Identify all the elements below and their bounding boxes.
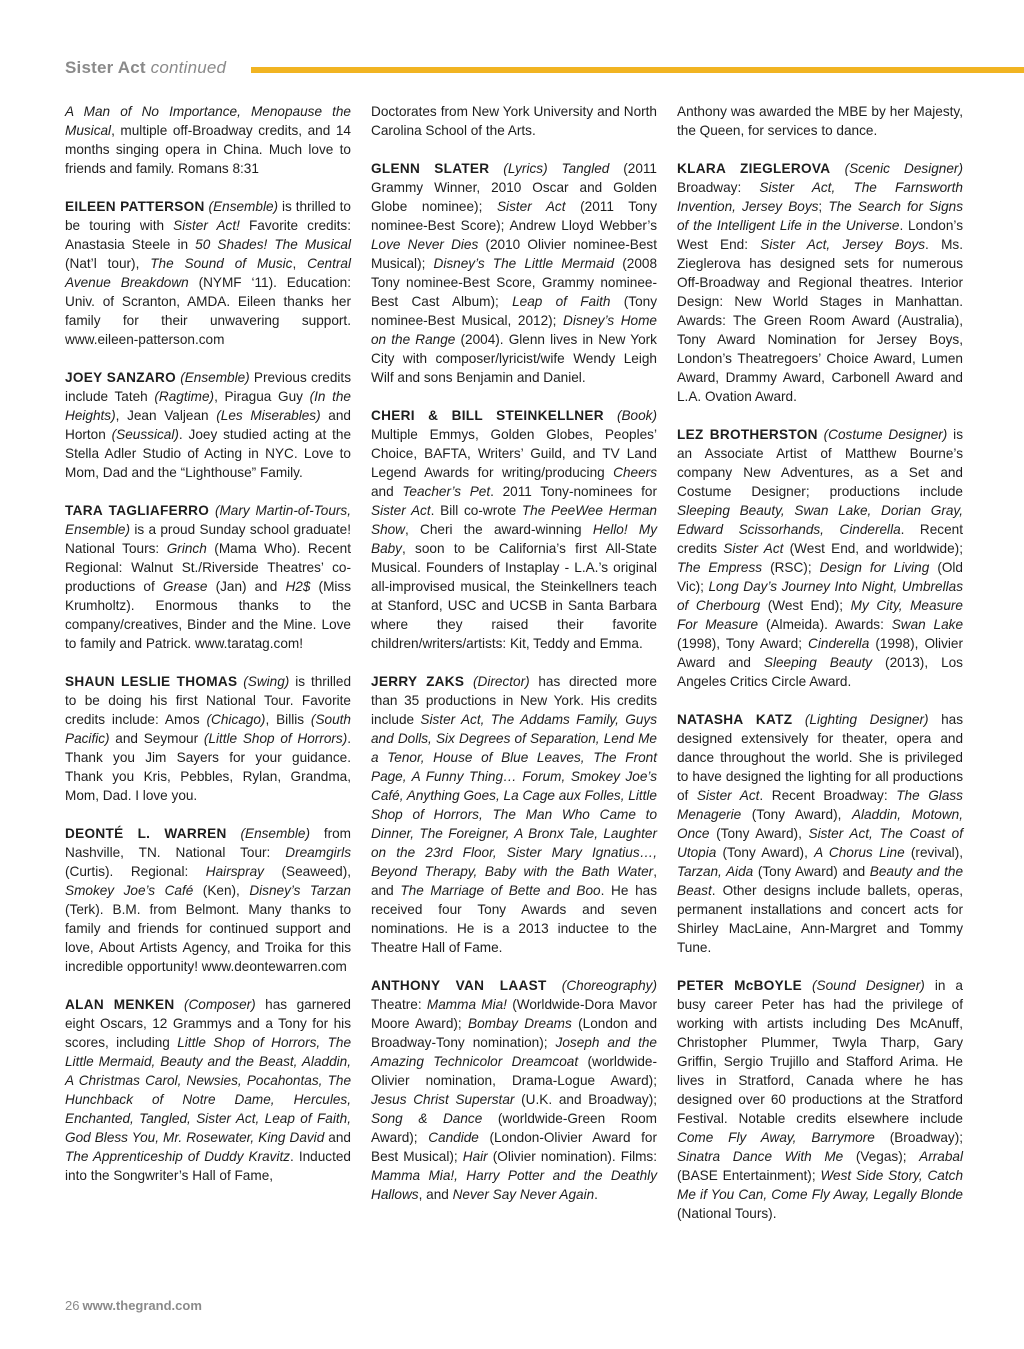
bio-lez-brotherston: LEZ BROTHERSTON (Costume Designer) is an Associate Artist of Matthew Bourne’s company New Adventures, as a Set and Costume Designer; productions include Sleeping Beauty, Swan Lake, Dorian Gray, Edward Scissorhands, Cinderella. Recent credits Sister Act (West End, and worldwide); The Empress (RSC); Design for Living (Old Vic); Long Day’s Journey Into Night, Umbrellas of Cherbourg (West End); My City, Measure For Measure (Almeida). Awards: Swan Lake (1998), Tony Award; Cinderella (1998), Olivier Award and Sleeping Beauty (2013), Los Angeles Critics Circle Award. xyxy=(677,427,964,689)
bio-name: ANTHONY VAN LAAST xyxy=(371,978,547,993)
bio-joey-sanzaro: JOEY SANZARO (Ensemble) Previous credits include Tateh (Ragtime), Piragua Guy (In the Heights), Jean Valjean (Les Miserables) and Horton (Seussical). Joey studied acting at the Stella Adler Studio of Acting in NYC. Love to Mom, Dad and the “Lighthouse” Family. xyxy=(65,370,351,480)
bio-role: (Costume Designer) xyxy=(823,427,948,442)
bio-paragraph: Anthony was awarded the MBE by her Majesty, the Queen, for services to dance. xyxy=(677,104,963,138)
running-title-main: Sister Act xyxy=(65,58,146,77)
bio-jerry-zaks: JERRY ZAKS (Director) has directed more than 35 productions in New York. His credits include Sister Act, The Addams Family, Guys and Dolls, Six Degrees of Separation, Lend Me a Tenor, House of Blue Leaves, The Front Page, A Funny Thing… Forum, Smokey Joe’s Café, Anything Goes, La Cage aux Folles, Little Shop of Horrors, The Man Who Came to Dinner, The Foreigner, A Bronx Tale, Laughter on the 23rd Floor, Sister Mary Ignatius…, Beyond Therapy, Baby with the Bath Water, and The Marriage of Bette and Boo. He has received four Tony Awards and seven nominations. He is a 2013 inductee to the Theatre Hall of Fame. xyxy=(371,674,657,955)
bio-name: DEONTÉ L. WARREN xyxy=(65,826,227,841)
bio-peter-mcboyle: PETER McBOYLE (Sound Designer) in a busy career Peter has had the privilege of working with artists including Des McAnuff, Christopher Plummer, Twyla Tharp, Gary Griffin, Sergio Trujillo and Stafford Arima. He lives in Stratford, Canada where he has designed over 60 productions at the Stratford Festival. Notable credits elsewhere include Come Fly Away, Barrymore (Broadway); Sinatra Dance With Me (Vegas); Arrabal (BASE Entertainment); West Side Story, Catch Me if You Can, Come Fly Away, Legally Blonde (National Tours). xyxy=(677,978,964,1221)
bio-role: (Ensemble) xyxy=(240,826,310,841)
bio-name: TARA TAGLIAFERRO xyxy=(65,503,210,518)
page-header xyxy=(65,56,1024,84)
bio-role: (Mary Martin-of-Tours, Ensemble) xyxy=(65,503,351,537)
bio-natasha-katz: NATASHA KATZ (Lighting Designer) has designed extensively for theater, opera and dance throughout the world. She is privileged to have designed the lighting for all productions of Sister Act. Recent Broadway: The Glass Menagerie (Tony Award), Aladdin, Motown, Once (Tony Award), Sister Act, The Coast of Utopia (Tony Award), A Chorus Line (revival), Tarzan, Aida (Tony Award) and Beauty and the Beast. Other designs include ballets, operas, permanent installations and concert acts for Shirley MacLaine, Ann-Margret and Tommy Tune. xyxy=(677,712,964,955)
column-3 xyxy=(677,102,963,1223)
page-footer xyxy=(65,1298,202,1313)
bio-role: (Book) xyxy=(616,408,657,423)
bio-name: JOEY SANZARO xyxy=(65,370,177,385)
bio-name: SHAUN LESLIE THOMAS xyxy=(65,674,238,689)
bio-role: (Ensemble) xyxy=(180,370,250,385)
bio-name: GLENN SLATER xyxy=(371,161,490,176)
bio-name: ALAN MENKEN xyxy=(65,997,175,1012)
bio-klara-zieglerova: KLARA ZIEGLEROVA (Scenic Designer) Broadway: Sister Act, The Farnsworth Invention, Jersey Boys; The Search for Signs of the Intelligent Life in the Universe. London’s West End: Sister Act, Jersey Boys. Ms. Zieglerova has designed sets for numerous Off-Broadway and Regional theatres. Interior Design: New World Stages in Manhattan. Awards: The Green Room Award (Australia), Tony Award Nomination for Jersey Boys, London’s Theatregoers’ Choice Award, Lumen Award, Drammy Award, Carbonell Award and L.A. Ovation Award. xyxy=(677,161,964,404)
bio-role: (Ensemble) xyxy=(208,199,279,214)
website-url: www.thegrand.com xyxy=(82,1298,202,1313)
running-title-continued: continued xyxy=(150,58,227,77)
bio-role: (Swing) xyxy=(243,674,290,689)
bio-role: (Lyrics) xyxy=(503,161,548,176)
bio-name: KLARA ZIEGLEROVA xyxy=(677,161,831,176)
running-title xyxy=(65,58,226,78)
bio-role: (Director) xyxy=(473,674,530,689)
bio-role: (Lighting Designer) xyxy=(804,712,929,727)
bio-role: (Scenic Designer) xyxy=(844,161,963,176)
bio-deonte-warren: DEONTÉ L. WARREN (Ensemble) from Nashville, TN. National Tour: Dreamgirls (Curtis). Regional: Hairspray (Seaweed), Smokey Joe’s Café (Ken), Disney’s Tarzan (Terk). B.M. from Belmont. Many thanks to family and friends for continued support and love, About Artists Agency, and Troika for this incredible opportunity! www.deontewarren.com xyxy=(65,826,352,974)
bio-name: JERRY ZAKS xyxy=(371,674,465,689)
bio-name: EILEEN PATTERSON xyxy=(65,199,205,214)
bio-alan-menken: ALAN MENKEN (Composer) has garnered eight Oscars, 12 Grammys and a Tony for his scores, including Little Shop of Horrors, The Little Mermaid, Beauty and the Beast, Aladdin, A Christmas Carol, Newsies, Pocahontas, The Hunchback of Notre Dame, Hercules, Enchanted, Tangled, Sister Act, Leap of Faith, God Bless You, Mr. Rosewater, King David and The Apprenticeship of Duddy Kravitz. Inducted into the Songwriter’s Hall of Fame, xyxy=(65,997,352,1183)
bio-anthony-van-laast: ANTHONY VAN LAAST (Choreography) Theatre: Mamma Mia! (Worldwide-Dora Mavor Moore Award); Bombay Dreams (London and Broadway-Tony nomination); Joseph and the Amazing Technicolor Dreamcoat (worldwide- Olivier nomination, Drama-Logue Award); Jesus Christ Superstar (U.K. and Broadway); Song & Dance (worldwide-Green Room Award); Candide (London-Olivier Award for Best Musical); Hair (Olivier nomination). Films: Mamma Mia!, Harry Potter and the Deathly Hallows, and Never Say Never Again. xyxy=(371,978,658,1202)
bio-name: PETER McBOYLE xyxy=(677,978,802,993)
bio-eileen-patterson: EILEEN PATTERSON (Ensemble) is thrilled to be touring with Sister Act! Favorite credits: Anastasia Steele in 50 Shades! The Musical (Nat’l tour), The Sound of Music, Central Avenue Breakdown (NYMF ‘11). Education: Univ. of Scranton, AMDA. Eileen thanks her family for their unwavering support. www.eileen-patterson.com xyxy=(65,199,351,347)
column-2 xyxy=(371,102,657,1204)
bio-paragraph: Doctorates from New York University and North Carolina School of the Arts. xyxy=(371,104,657,138)
bio-steinkellner: CHERI & BILL STEINKELLNER (Book) Multiple Emmys, Golden Globes, Peoples’ Choice, BAFTA, Writers’ Guild, and TV Land Legend Awards for writing/producing Cheers and Teacher’s Pet. 2011 Tony-nominees for Sister Act. Bill co-wrote The PeeWee Herman Show, Cheri the award-winning Hello! My Baby, soon to be California’s first All-State Musical. Founders of Instaplay - L.A.’s original all-improvised musical, the Steinkellners teach at Stanford, USC and UCSB in Santa Barbara where they raised their favorite children/writers/artists: Kit, Teddy and Emma. xyxy=(371,408,657,651)
bio-glenn-slater: GLENN SLATER (Lyrics) Tangled (2011 Grammy Winner, 2010 Oscar and Golden Globe nominee); Sister Act (2011 Tony nominee-Best Score); Andrew Lloyd Webber’s Love Never Dies (2010 Olivier nominee-Best Musical); Disney’s The Little Mermaid (2008 Tony nominee-Best Score, Grammy nominee-Best Cast Album); Leap of Faith (Tony nominee-Best Musical, 2012); Disney’s Home on the Range (2004). Glenn lives in New York City with composer/lyricist/wife Wendy Leigh Wilf and sons Benjamin and Daniel. xyxy=(371,161,658,385)
bio-tara-tagliaferro: TARA TAGLIAFERRO (Mary Martin-of-Tours, Ensemble) is a proud Sunday school graduate! National Tours: Grinch (Mama Who). Recent Regional: Walnut St./Riverside Theatres’ co-productions of Grease (Jan) and H2$ (Miss Krumholtz). Enormous thanks to the company/creatives, Binder and the Mine. Love to family and Patrick. www.taratag.com! xyxy=(65,503,352,651)
header-rule xyxy=(251,67,1024,73)
bio-name: NATASHA KATZ xyxy=(677,712,793,727)
bio-role: (Choreography) xyxy=(561,978,657,993)
bio-shaun-leslie-thomas: SHAUN LESLIE THOMAS (Swing) is thrilled to be doing his first National Tour. Favorite credits include: Amos (Chicago), Billis (South Pacific) and Seymour (Little Shop of Horrors). Thank you Jim Sayers for your guidance. Thank you Kris, Pebbles, Rylan, Grandma, Mom, Dad. I love you. xyxy=(65,674,352,803)
page-number: 26 xyxy=(65,1298,80,1313)
bio-name: LEZ BROTHERSTON xyxy=(677,427,818,442)
bio-role: (Sound Designer) xyxy=(812,978,925,993)
column-1 xyxy=(65,102,351,1185)
bio-role: (Composer) xyxy=(183,997,256,1012)
bio-name: CHERI & BILL STEINKELLNER xyxy=(371,408,604,423)
bio-paragraph: A Man of No Importance, Menopause the Musical, multiple off-Broadway credits, and 14 months singing opera in China. Much love to friends and family. Romans 8:31 xyxy=(65,104,351,176)
